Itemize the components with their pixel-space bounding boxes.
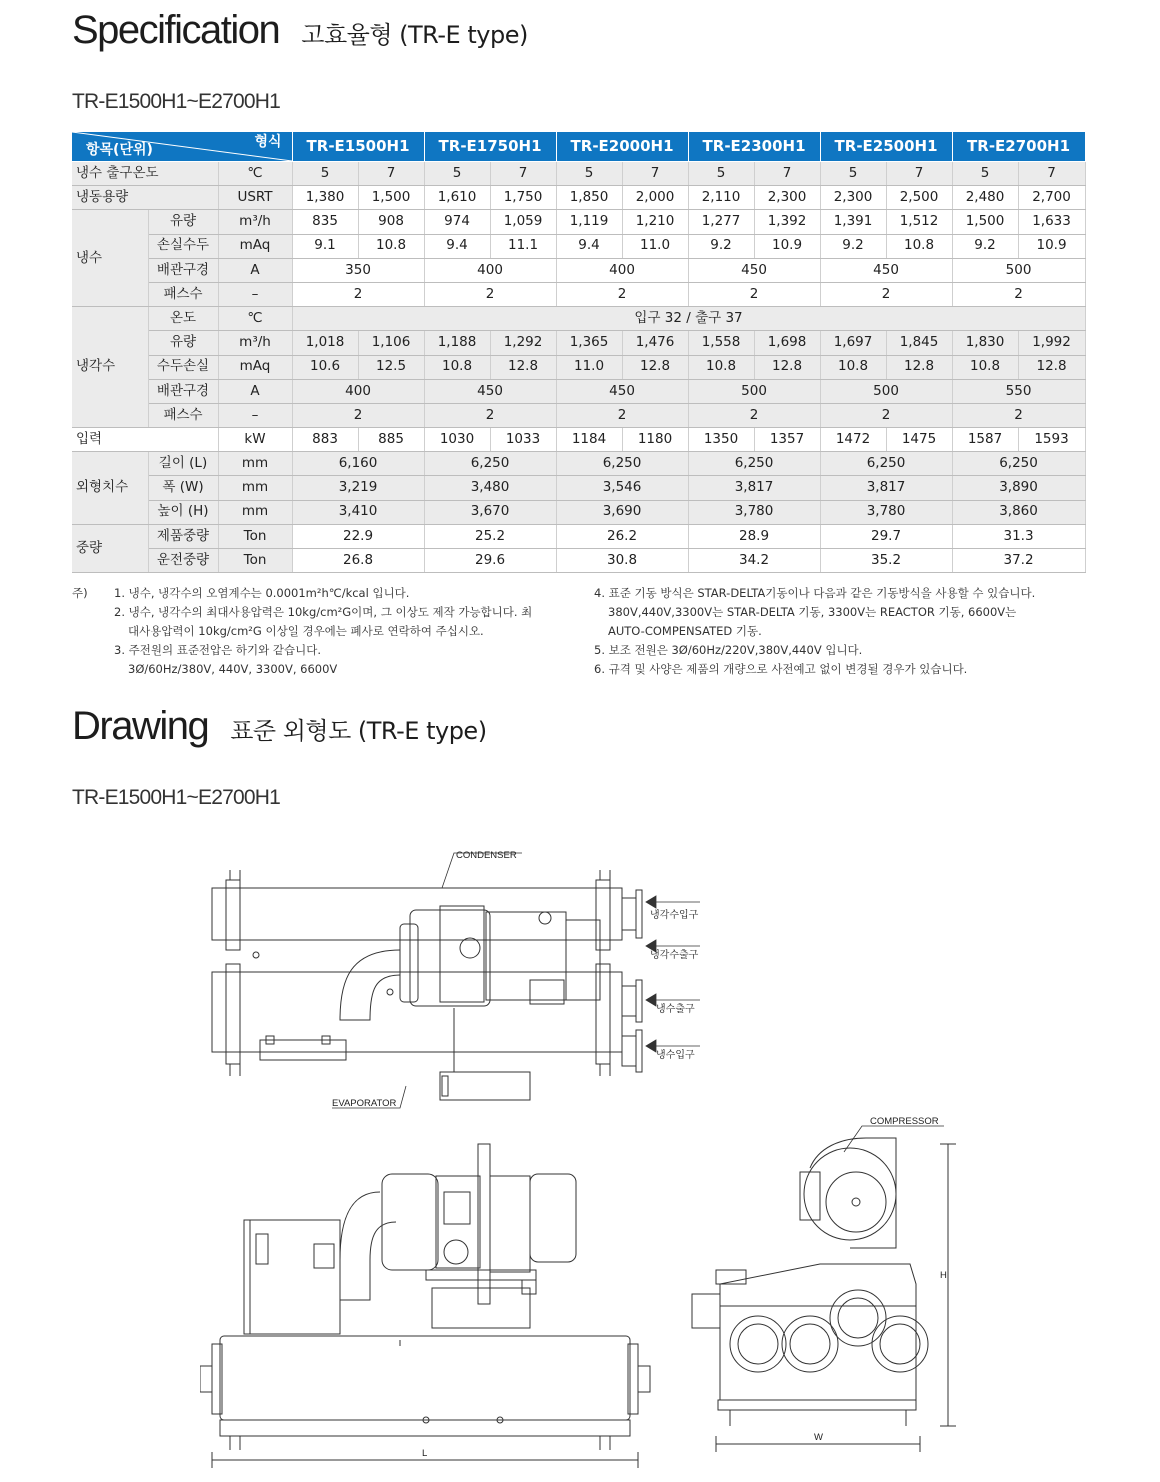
table-cell: 10.9 xyxy=(1018,234,1085,258)
table-cell: 974 xyxy=(424,210,490,234)
table-cell: 6,160 xyxy=(292,452,424,476)
note-line: 3Ø/60Hz/380V, 440V, 3300V, 6600V xyxy=(128,662,338,676)
table-cell: 6,250 xyxy=(952,452,1085,476)
table-cell: 1,992 xyxy=(1018,331,1085,355)
table-cell: 6,250 xyxy=(556,452,688,476)
table-row xyxy=(72,162,1085,186)
table-cell: 6,250 xyxy=(424,452,556,476)
table-cell: 2 xyxy=(292,403,424,427)
table-cell: 12.8 xyxy=(754,355,820,379)
row-label: 폭 (W) xyxy=(148,476,218,500)
table-cell: 11.1 xyxy=(490,234,556,258)
table-cell: 3,546 xyxy=(556,476,688,500)
table-cell: 2 xyxy=(424,282,556,306)
side-frame xyxy=(720,1306,916,1400)
table-cell: 350 xyxy=(292,258,424,282)
table-cell: 10.9 xyxy=(754,234,820,258)
dim-h-label: H xyxy=(940,1270,947,1281)
table-cell: 3,670 xyxy=(424,500,556,524)
table-cell: 10.8 xyxy=(358,234,424,258)
table-cell: 26.8 xyxy=(292,549,424,573)
table-cell: 400 xyxy=(556,258,688,282)
table-cell: 7 xyxy=(886,162,952,186)
row-label: 운전중량 xyxy=(148,549,218,573)
row-label: 길이 (L) xyxy=(148,452,218,476)
note-line: 4. 표준 기동 방식은 STAR-DELTA기동이나 다음과 같은 기동방식을 사용할 수 있습니다. xyxy=(594,586,1036,600)
table-row xyxy=(72,282,1085,306)
table-cell: 9.4 xyxy=(424,234,490,258)
evaporator-label: EVAPORATOR xyxy=(332,1098,397,1109)
model-header: TR-E2500H1 xyxy=(820,132,952,162)
corner-type-label: 형식 xyxy=(254,134,282,150)
table-cell: 34.2 xyxy=(688,549,820,573)
table-cell: 450 xyxy=(820,258,952,282)
table-cell: 2,480 xyxy=(952,186,1018,210)
table-cell: 2 xyxy=(292,282,424,306)
table-cell: 1587 xyxy=(952,428,1018,452)
table-cell: 9.1 xyxy=(292,234,358,258)
table-cell: 1,380 xyxy=(292,186,358,210)
spec-title: Specification xyxy=(72,8,280,52)
table-cell: 3,780 xyxy=(820,500,952,524)
table-cell: 10.6 xyxy=(292,355,358,379)
table-cell: 2,300 xyxy=(754,186,820,210)
table-cell: 31.3 xyxy=(952,524,1085,548)
table-cell: 29.6 xyxy=(424,549,556,573)
table-cell: 37.2 xyxy=(952,549,1085,573)
group-label: 냉수 xyxy=(72,210,148,307)
table-cell: 1,106 xyxy=(358,331,424,355)
table-cell: 500 xyxy=(688,379,820,403)
table-cell: 3,890 xyxy=(952,476,1085,500)
row-label: 냉동용량 xyxy=(72,186,218,210)
table-cell: 12.8 xyxy=(622,355,688,379)
table-cell: 2 xyxy=(688,403,820,427)
table-cell: 1472 xyxy=(820,428,886,452)
table-cell: 28.9 xyxy=(688,524,820,548)
table-cell: 9.2 xyxy=(820,234,886,258)
drawing-subtitle: 표준 외형도 (TR-E type) xyxy=(230,717,487,745)
row-label: 유량 xyxy=(148,210,218,234)
table-cell: 7 xyxy=(490,162,556,186)
table-cell: 1,558 xyxy=(688,331,754,355)
group-label: 외형치수 xyxy=(72,452,148,525)
table-cell: 1,698 xyxy=(754,331,820,355)
dim-l-label: L xyxy=(422,1448,428,1459)
table-cell: 12.5 xyxy=(358,355,424,379)
top-view-drawing xyxy=(200,840,720,1120)
table-cell: 1,391 xyxy=(820,210,886,234)
table-row xyxy=(72,403,1085,427)
notes-right xyxy=(594,584,1086,679)
table-row xyxy=(72,186,1085,210)
drawing-model-range: TR-E1500H1~E2700H1 xyxy=(72,786,280,809)
drawing-title: Drawing xyxy=(72,704,209,748)
table-cell: 400 xyxy=(292,379,424,403)
table-cell: 1,500 xyxy=(358,186,424,210)
table-cell: 29.7 xyxy=(820,524,952,548)
table-cell: 1357 xyxy=(754,428,820,452)
table-cell: 1,476 xyxy=(622,331,688,355)
table-cell: 12.8 xyxy=(490,355,556,379)
model-header: TR-E2700H1 xyxy=(952,132,1085,162)
table-cell: 1,210 xyxy=(622,210,688,234)
drawing-heading xyxy=(72,706,487,746)
table-cell: 450 xyxy=(556,379,688,403)
model-header: TR-E2300H1 xyxy=(688,132,820,162)
note-line: 1. 냉수, 냉각수의 오염계수는 0.0001m²h℃/kcal 입니다. xyxy=(114,586,410,600)
row-label: 배관구경 xyxy=(148,258,218,282)
control-panel xyxy=(244,1220,340,1334)
table-cell: 3,780 xyxy=(688,500,820,524)
table-cell: 1180 xyxy=(622,428,688,452)
table-cell: 2 xyxy=(820,282,952,306)
table-cell: 11.0 xyxy=(622,234,688,258)
model-header: TR-E2000H1 xyxy=(556,132,688,162)
row-unit: mm xyxy=(218,476,292,500)
table-cell: 9.2 xyxy=(688,234,754,258)
table-cell: 1,500 xyxy=(952,210,1018,234)
table-cell: 2 xyxy=(556,403,688,427)
table-cell: 1,365 xyxy=(556,331,622,355)
table-cell: 3,690 xyxy=(556,500,688,524)
table-cell: 10.8 xyxy=(952,355,1018,379)
table-cell: 1,277 xyxy=(688,210,754,234)
table-cell: 1,018 xyxy=(292,331,358,355)
table-cell: 1475 xyxy=(886,428,952,452)
table-cell: 26.2 xyxy=(556,524,688,548)
cw-out-label: 냉각수출구 xyxy=(650,950,699,961)
table-row xyxy=(72,234,1085,258)
compressor-label: COMPRESSOR xyxy=(870,1116,939,1127)
notes-left xyxy=(114,584,566,679)
chw-out-label: 냉수출구 xyxy=(656,1004,695,1015)
group-label: 중량 xyxy=(72,524,148,572)
row-unit: USRT xyxy=(218,186,292,210)
table-cell: 5 xyxy=(292,162,358,186)
table-cell: 9.2 xyxy=(952,234,1018,258)
table-cell: 908 xyxy=(358,210,424,234)
table-cell: 5 xyxy=(820,162,886,186)
table-row xyxy=(72,210,1085,234)
table-cell: 1,059 xyxy=(490,210,556,234)
spec-model-range: TR-E1500H1~E2700H1 xyxy=(72,90,280,113)
table-row xyxy=(72,307,1085,331)
cw-in-label: 냉각수입구 xyxy=(650,910,699,921)
table-cell: 1,750 xyxy=(490,186,556,210)
table-cell: 2 xyxy=(952,282,1085,306)
table-cell: 450 xyxy=(688,258,820,282)
table-cell: 1593 xyxy=(1018,428,1085,452)
spec-heading xyxy=(72,10,528,50)
table-cell: 3,860 xyxy=(952,500,1085,524)
table-cell: 22.9 xyxy=(292,524,424,548)
table-cell: 1,633 xyxy=(1018,210,1085,234)
table-cell: 7 xyxy=(754,162,820,186)
table-cell: 10.8 xyxy=(688,355,754,379)
table-cell: 2,000 xyxy=(622,186,688,210)
table-cell: 7 xyxy=(358,162,424,186)
table-cell: 12.8 xyxy=(1018,355,1085,379)
table-cell: 3,219 xyxy=(292,476,424,500)
table-cell: 400 xyxy=(424,258,556,282)
row-label: 패스수 xyxy=(148,403,218,427)
table-cell: 3,480 xyxy=(424,476,556,500)
table-cell: 1,119 xyxy=(556,210,622,234)
table-cell: 5 xyxy=(556,162,622,186)
side-view-drawing xyxy=(690,1108,990,1472)
table-row xyxy=(72,258,1085,282)
condenser-shell xyxy=(212,888,622,940)
table-cell: 35.2 xyxy=(820,549,952,573)
row-label: 손실수두 xyxy=(148,234,218,258)
front-shell xyxy=(220,1336,630,1420)
row-unit: A xyxy=(218,258,292,282)
table-cell: 2 xyxy=(556,282,688,306)
table-cell: 1,188 xyxy=(424,331,490,355)
table-cell: 입구 32 / 출구 37 xyxy=(292,307,1085,331)
dim-w-label: W xyxy=(814,1432,823,1443)
table-cell: 2,500 xyxy=(886,186,952,210)
row-unit: – xyxy=(218,403,292,427)
table-cell: 2 xyxy=(688,282,820,306)
row-unit: Ton xyxy=(218,524,292,548)
row-unit: mm xyxy=(218,452,292,476)
row-unit: – xyxy=(218,282,292,306)
table-row xyxy=(72,452,1085,476)
table-cell: 835 xyxy=(292,210,358,234)
table-cell: 7 xyxy=(1018,162,1085,186)
note-line: 대사용압력이 10kg/cm²G 이상일 경우에는 폐사로 연락하여 주십시오. xyxy=(128,624,484,638)
table-cell: 550 xyxy=(952,379,1085,403)
table-header-row xyxy=(72,132,1085,162)
row-unit: ℃ xyxy=(218,162,292,186)
compressor-body xyxy=(410,910,490,1006)
table-cell: 10.8 xyxy=(424,355,490,379)
row-unit: m³/h xyxy=(218,331,292,355)
table-cell: 12.8 xyxy=(886,355,952,379)
table-row xyxy=(72,379,1085,403)
table-row xyxy=(72,524,1085,548)
row-label: 냉수 출구온도 xyxy=(72,162,218,186)
table-cell: 5 xyxy=(688,162,754,186)
table-cell: 2,700 xyxy=(1018,186,1085,210)
table-cell: 6,250 xyxy=(688,452,820,476)
table-cell: 1,292 xyxy=(490,331,556,355)
row-label: 높이 (H) xyxy=(148,500,218,524)
row-unit: kW xyxy=(218,428,292,452)
model-header: TR-E1750H1 xyxy=(424,132,556,162)
chw-in-label: 냉수입구 xyxy=(656,1050,695,1061)
row-unit: mm xyxy=(218,500,292,524)
row-unit: Ton xyxy=(218,549,292,573)
table-cell: 500 xyxy=(820,379,952,403)
row-label: 온도 xyxy=(148,307,218,331)
row-label: 유량 xyxy=(148,331,218,355)
condenser-label: CONDENSER xyxy=(456,850,517,861)
table-row xyxy=(72,428,1085,452)
group-label: 냉각수 xyxy=(72,307,148,428)
spec-table xyxy=(72,132,1086,573)
spec-subtitle: 고효율형 (TR-E type) xyxy=(301,21,528,49)
table-cell: 10.8 xyxy=(820,355,886,379)
table-cell: 3,817 xyxy=(820,476,952,500)
table-cell: 5 xyxy=(424,162,490,186)
table-cell: 1,830 xyxy=(952,331,1018,355)
row-unit: m³/h xyxy=(218,210,292,234)
notes-mark: 주) xyxy=(72,586,88,600)
table-row xyxy=(72,355,1085,379)
table-cell: 500 xyxy=(952,258,1085,282)
corner-item-label: 항목(단위) xyxy=(86,142,153,158)
table-cell: 1030 xyxy=(424,428,490,452)
row-label: 배관구경 xyxy=(148,379,218,403)
table-cell: 2 xyxy=(820,403,952,427)
table-cell: 25.2 xyxy=(424,524,556,548)
table-cell: 1,850 xyxy=(556,186,622,210)
table-cell: 5 xyxy=(952,162,1018,186)
row-unit: A xyxy=(218,379,292,403)
side-compressor-volute xyxy=(804,1148,896,1240)
front-view-drawing xyxy=(200,1140,660,1472)
row-label: 수두손실 xyxy=(148,355,218,379)
row-unit: mAq xyxy=(218,234,292,258)
table-cell: 1,697 xyxy=(820,331,886,355)
table-cell: 2,110 xyxy=(688,186,754,210)
table-cell: 450 xyxy=(424,379,556,403)
table-cell: 10.8 xyxy=(886,234,952,258)
table-cell: 9.4 xyxy=(556,234,622,258)
table-cell: 1,845 xyxy=(886,331,952,355)
model-header: TR-E1500H1 xyxy=(292,132,424,162)
table-cell: 2 xyxy=(952,403,1085,427)
table-cell: 2 xyxy=(424,403,556,427)
table-cell: 6,250 xyxy=(820,452,952,476)
note-line: 380V,440V,3300V는 STAR-DELTA 기동, 3300V는 REACTOR 기동, 6600V는 xyxy=(608,605,1017,619)
table-row xyxy=(72,476,1085,500)
note-line: AUTO-COMPENSATED 기동. xyxy=(608,624,762,638)
table-row xyxy=(72,500,1085,524)
note-line: 5. 보조 전원은 3Ø/60Hz/220V,380V,440V 입니다. xyxy=(594,643,863,657)
table-cell: 1184 xyxy=(556,428,622,452)
table-cell: 7 xyxy=(622,162,688,186)
table-cell: 1,512 xyxy=(886,210,952,234)
row-unit: mAq xyxy=(218,355,292,379)
table-cell: 883 xyxy=(292,428,358,452)
note-line: 6. 규격 및 사양은 제품의 개량으로 사전예고 없이 변경될 경우가 있습니다. xyxy=(594,662,968,676)
note-line: 2. 냉수, 냉각수의 최대사용압력은 10kg/cm²G이며, 그 이상도 제작 가능합니다. 최 xyxy=(114,605,533,619)
table-cell: 1350 xyxy=(688,428,754,452)
table-cell: 30.8 xyxy=(556,549,688,573)
table-cell: 1033 xyxy=(490,428,556,452)
row-unit: ℃ xyxy=(218,307,292,331)
table-corner-cell xyxy=(72,132,292,162)
table-cell: 2,300 xyxy=(820,186,886,210)
row-label: 패스수 xyxy=(148,282,218,306)
table-cell: 3,817 xyxy=(688,476,820,500)
table-cell: 1,392 xyxy=(754,210,820,234)
table-row xyxy=(72,549,1085,573)
table-cell: 885 xyxy=(358,428,424,452)
table-cell: 11.0 xyxy=(556,355,622,379)
table-cell: 1,610 xyxy=(424,186,490,210)
note-line: 3. 주전원의 표준전압은 하기와 같습니다. xyxy=(114,643,321,657)
table-cell: 3,410 xyxy=(292,500,424,524)
row-label: 제품중량 xyxy=(148,524,218,548)
table-row xyxy=(72,331,1085,355)
row-label: 입력 xyxy=(72,428,218,452)
